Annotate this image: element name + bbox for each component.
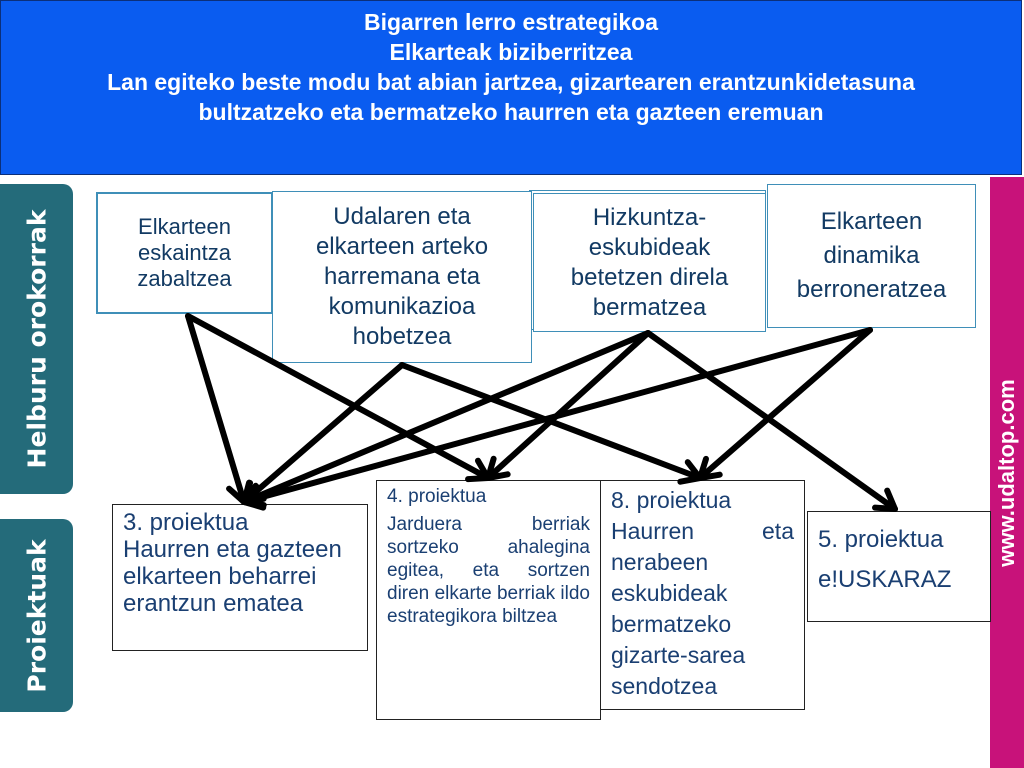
header-line-3: Lan egiteko beste modu bat abian jartzea, gizartearen erantzunkidetasuna [107, 69, 915, 95]
arrow-goals-0-to-projects-1 [188, 316, 488, 478]
goal-text-2: Udalaren eta elkarteen arteko harremana eta komunikazioa hobetzea [315, 203, 489, 350]
goal-text-4: Elkarteen dinamika berroneratzea [796, 208, 947, 303]
project-number-3: 3. proiektua [123, 509, 249, 536]
project-number-4: 4. proiektua [387, 486, 487, 507]
header-line-1: Bigarren lerro estrategikoa [363, 9, 658, 35]
project-title-5: e!USKARAZ [818, 566, 952, 593]
arrow-goals-2-to-projects-0 [244, 333, 648, 502]
goal-text-3: Hizkuntza-eskubideak betetzen direla bermatzea [570, 203, 729, 321]
project-number-5: 5. proiektua [818, 526, 944, 553]
project-title-4: Jarduera berriak sortzeko ahalegina egitea, eta sortzen diren elkarte berriak ildo estrategikora biltzea [387, 514, 590, 627]
project-number-8: 8. proiektua [611, 487, 732, 513]
arrow-goals-3-to-projects-0 [244, 330, 870, 502]
goal-text-1: Elkarteen eskaintza zabaltzea [137, 214, 232, 291]
project-title-3: Haurren eta gazteen elkarteen beharrei erantzun ematea [123, 536, 342, 617]
header-line-2: Elkarteak biziberritzea [389, 39, 633, 65]
projects-side-label: Proiektuak [22, 538, 51, 693]
header-line-4: bultzatzeko eta bermatzeko haurren eta gazteen eremuan [198, 99, 824, 125]
project-title-8: Haurren eta nerabeen eskubideak bermatzeko gizarte-sarea sendotzea [611, 518, 794, 699]
goals-side-label: Helburu orokorrak [22, 209, 51, 469]
website-label: www.udaltop.com [994, 378, 1019, 567]
